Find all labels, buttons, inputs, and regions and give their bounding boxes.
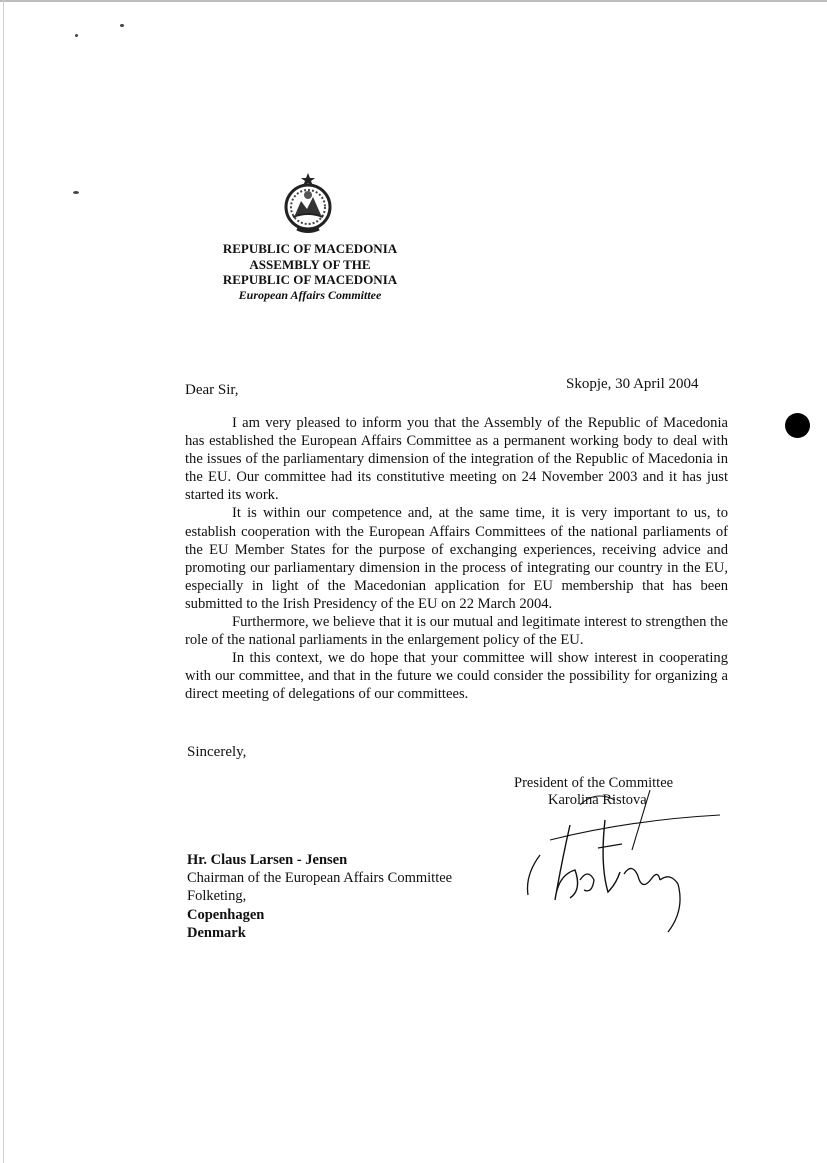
letter-date: Skopje, 30 April 2004 [566, 376, 699, 392]
scan-edge-top [0, 0, 827, 2]
recipient-name: Hr. Claus Larsen - Jensen [187, 852, 348, 868]
signatory-title: President of the Committee [514, 775, 674, 791]
scan-edge-left [3, 0, 4, 1163]
recipient-city: Copenhagen [187, 906, 265, 923]
handwritten-signature [520, 780, 730, 940]
salutation: Dear Sir, [185, 382, 239, 398]
punch-hole-mark [785, 413, 810, 438]
recipient-organization: Folketing, [187, 888, 247, 905]
body-paragraph: It is within our competence and, at the same time, it is very important to us, to establish cooperation with the European Affairs Committees of the national parliaments of the EU Member States for the purpose of exchanging experiences, receiving advice and promoting our parliamentary dimension in the process of integrating our country in the EU, especially in light of the Macedonian application for EU membership that has been submitted to the Irish Presidency of the EU on 22 March 2004. [185, 505, 728, 612]
letterhead-assembly: ASSEMBLY OF THE [249, 256, 371, 272]
signatory-name: Karolina Ristova [548, 792, 647, 808]
recipient-position: Chairman of the European Affairs Committee [187, 870, 453, 887]
scan-speck [75, 34, 78, 37]
letterhead [200, 241, 420, 303]
body-paragraph: I am very pleased to inform you that the Assembly of the Republic of Macedonia has established the European Affairs Committee as a permanent working body to deal with the issues of the parliamentary dimension of the integration of the Republic of Macedonia in the EU. Our committee had its constitutive meeting on 24 November 2003 and it has just started its work. [185, 415, 728, 504]
scan-speck [73, 191, 79, 194]
recipient-country: Denmark [187, 924, 246, 941]
letter-body [185, 414, 728, 704]
recipient-block [187, 851, 452, 942]
letterhead-country: REPUBLIC OF MACEDONIA [222, 241, 398, 256]
body-paragraph: In this context, we do hope that your committee will show interest in cooperating with our committee, and that in the future we could consider the possibility for organizing a direct meeting of delegations of our committees. [185, 650, 728, 703]
body-paragraph: Furthermore, we believe that it is our mutual and legitimate interest to strengthen the role of the national parliaments in the enlargement policy of the EU. [185, 614, 728, 649]
closing: Sincerely, [187, 744, 247, 760]
scan-speck [120, 24, 124, 27]
letterhead-committee: European Affairs Committee [238, 287, 382, 302]
coat-of-arms-emblem [279, 171, 337, 235]
letterhead-republic: REPUBLIC OF MACEDONIA [222, 272, 398, 287]
